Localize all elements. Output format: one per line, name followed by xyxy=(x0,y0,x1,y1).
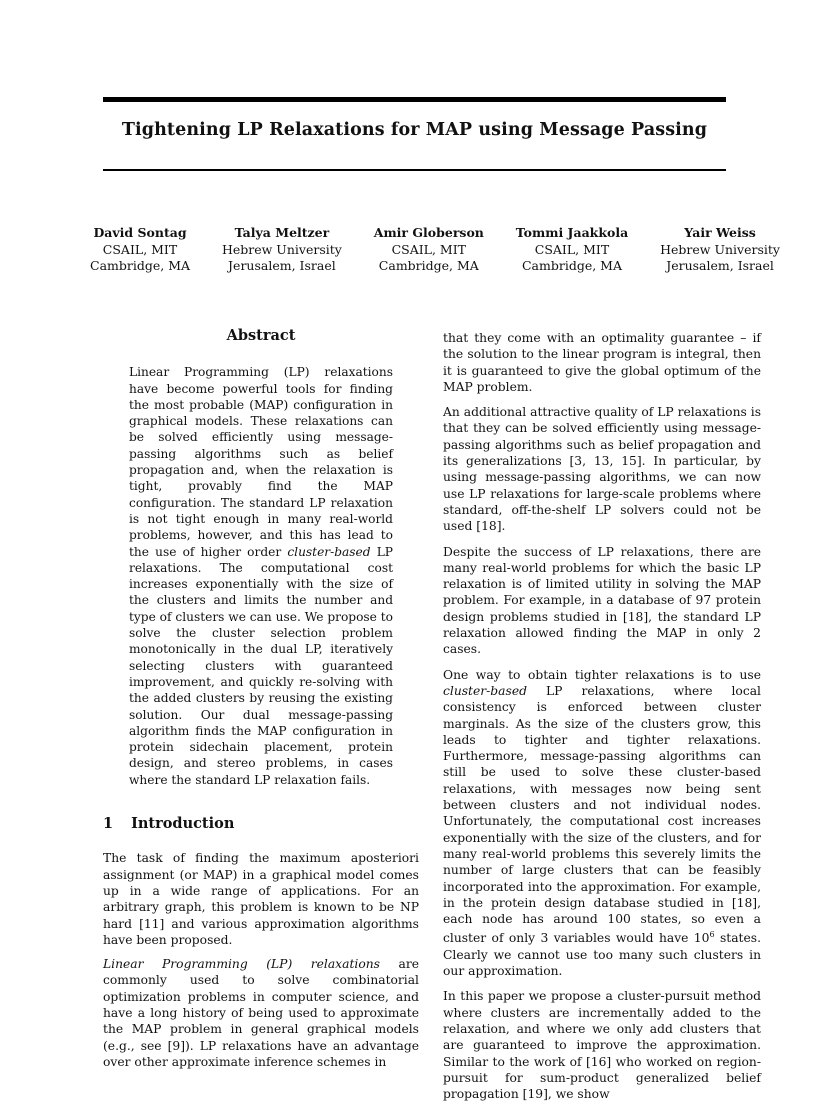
abstract-text: Linear Programming (LP) relaxations have become powerful tools for finding the most probable (MAP) configuration in graphical models. These relaxations can be solved efficiently using message-passing algorithms such as belief propagation and, when the relaxation is tight, provably find the MAP configuration. The standard LP relaxation is not tight enough in many real-world problems, however, and this has lead to the use of higher order xyxy=(129,365,393,559)
abstract-body xyxy=(129,364,393,788)
body-text: states. Clearly we cannot use too many such clusters in our approximation. xyxy=(443,931,761,979)
abstract-emphasis: cluster-based xyxy=(287,544,371,559)
author-affiliation: CSAIL, MIT xyxy=(102,241,178,257)
paper-title: Tightening LP Relaxations for MAP using Message Passing xyxy=(121,120,708,140)
body-paragraph: In this paper we propose a cluster-pursuit method where clusters are incrementally added to the relaxation, and where we only add clusters that are guaranteed to improve the approximation. Similar to the work of [16] who worked on region-pursuit for sum-product generalized belief propagation [19], we show xyxy=(443,989,761,1102)
author-location: Jerusalem, Israel xyxy=(228,258,336,273)
author-location: Cambridge, MA xyxy=(521,258,622,273)
section-title: Introduction xyxy=(131,815,235,833)
body-emphasis: cluster-based xyxy=(443,683,527,698)
author-affiliation: CSAIL, MIT xyxy=(391,241,467,257)
author-block xyxy=(374,225,484,275)
author-block xyxy=(90,225,190,275)
author-block xyxy=(660,225,780,275)
author-name: David Sontag xyxy=(93,225,187,240)
author-affiliation: Hebrew University xyxy=(660,241,780,257)
right-column xyxy=(443,330,761,1111)
author-location: Cambridge, MA xyxy=(378,258,479,273)
intro-paragraph: The task of finding the maximum aposteriori assignment (or MAP) in a graphical model comes up in a wide range of applications. For an arbitrary graph, this problem is known to be NP hard [11] and various approximation algorithms have been proposed. xyxy=(103,851,419,947)
body-paragraph: Despite the success of LP relaxations, there are many real-world problems for which the basic LP relaxation is of limited utility in solving the MAP problem. For example, in a database of 97 protein design problems studied in [18], the standard LP relaxation allowed finding the MAP in only 2 cases. xyxy=(443,544,761,657)
body-paragraph: An additional attractive quality of LP relaxations is that they can be solved efficiently using message-passing algorithms such as belief propagation and its generalizations [3, 13, 15]. In particular, by using message-passing algorithms, we can now use LP relaxations for large-scale problems where standard, off-the-shelf LP solvers could not be used [18]. xyxy=(443,405,761,534)
superscript: 6 xyxy=(709,930,715,940)
author-location: Cambridge, MA xyxy=(90,258,191,273)
left-column xyxy=(103,328,419,1078)
body-paragraph: that they come with an optimality guarantee – if the solution to the linear program is integral, then it is guaranteed to give the global optimum of the MAP problem. xyxy=(443,331,761,394)
body-paragraph xyxy=(443,667,761,980)
body-text: LP relaxations, where local consistency is enforced between cluster marginals. As the size of the clusters grow, this leads to tighter and tighter relaxations. Furthermore, message-passing algorithms can still be used to solve these cluster-based relaxations, with messages now being sent between clusters and not individual nodes. Unfortunately, the computational cost increases exponentially with the size of the clusters, and for many real-world problems this severely limits the number of large clusters that can be feasibly incorporated into the approximation. For example, in the protein design database studied in [18], each node has around 100 states, so even a cluster of only 3 variables would have 10 xyxy=(443,683,761,946)
author-name: Talya Meltzer xyxy=(234,225,330,240)
section-number: 1 xyxy=(103,815,114,833)
author-affiliation: Hebrew University xyxy=(221,241,342,257)
intro-paragraph xyxy=(103,956,419,1070)
title-rule-bottom xyxy=(103,169,726,171)
author-name: Amir Globerson xyxy=(373,225,484,240)
body-text: One way to obtain tighter relaxations is to use xyxy=(443,667,761,682)
author-name: Tommi Jaakkola xyxy=(515,225,629,240)
author-block xyxy=(516,225,628,275)
abstract-heading: Abstract xyxy=(226,327,296,344)
abstract-text: LP relaxations. The computational cost increases exponentially with the size of the clusters and limits the number and type of clusters we can use. We propose to solve the cluster selection problem monotonically in the dual LP, iteratively selecting clusters with guaranteed improvement, and quickly re-solving with the added clusters by reusing the existing solution. Our dual message-passing algorithm finds the MAP configuration in protein sidechain placement, protein design, and stereo problems, in cases where the standard LP relaxation fails. xyxy=(129,544,394,787)
author-name: Yair Weiss xyxy=(684,225,756,240)
author-affiliation: CSAIL, MIT xyxy=(534,241,610,257)
intro-emphasis: Linear Programming (LP) relaxations xyxy=(103,957,380,972)
section-heading xyxy=(103,816,419,832)
author-block xyxy=(222,225,342,275)
author-list xyxy=(90,225,780,275)
intro-text: are commonly used to solve combinatorial optimization problems in computer science, and have a long history of being used to approximate the MAP problem in general graphical models (e.g., see [9]). LP relaxations have an advantage over other approximate inference schemes in xyxy=(103,957,419,1069)
author-location: Jerusalem, Israel xyxy=(666,258,774,273)
title-rule-top xyxy=(103,97,726,102)
